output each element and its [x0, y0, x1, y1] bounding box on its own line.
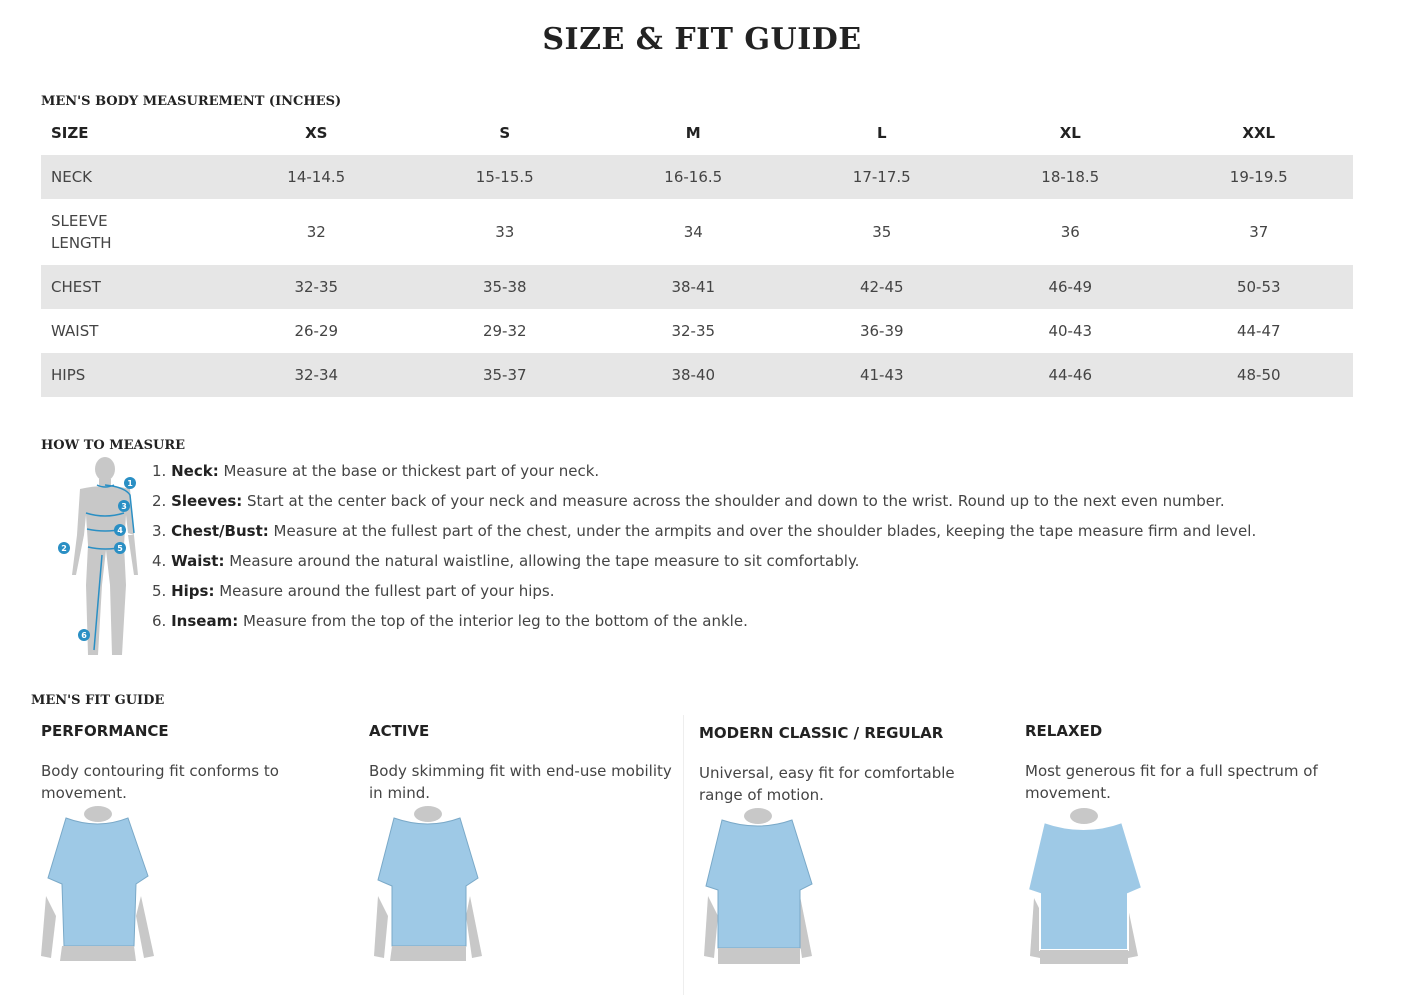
table-cell: 33 [495, 223, 515, 241]
body-measurement-figure [50, 455, 150, 665]
table-cell: 35 [872, 223, 892, 241]
table-cell: 14-14.5 [222, 155, 411, 199]
marker-5 [114, 542, 126, 554]
table-cell: 48-50 [1165, 353, 1354, 397]
item-number: 6. [152, 612, 167, 630]
row-label: HIPS [41, 353, 222, 397]
row-label-line: SLEEVE [51, 212, 108, 230]
header-l: L [876, 124, 887, 142]
marker-2 [58, 542, 70, 554]
fit-title: ACTIVE [369, 722, 430, 740]
table-cell: 36-39 [859, 322, 904, 340]
marker-1 [124, 477, 136, 489]
item-text: Measure from the top of the interior leg to the bottom of the ankle. [238, 612, 748, 630]
size-table [41, 111, 1353, 397]
table-row [41, 353, 1353, 397]
item-term: Inseam: [171, 612, 239, 630]
item-term: Sleeves: [171, 492, 243, 510]
row-label: WAIST [51, 322, 99, 340]
item-number: 5. [152, 582, 167, 600]
table-cell: 46-49 [976, 265, 1165, 309]
fit-description: Body contouring fit conforms to movement. [41, 762, 279, 802]
table-cell: 40-43 [1048, 322, 1093, 340]
table-cell: 34 [683, 223, 703, 241]
item-term: Chest/Bust: [171, 522, 269, 540]
column-divider [683, 715, 684, 995]
list-item [152, 610, 1256, 640]
item-number: 2. [152, 492, 167, 510]
fit-modern-classic [699, 724, 999, 806]
list-item [152, 490, 1256, 520]
fit-description: Body skimming fit with end-use mobility in mind. [369, 762, 672, 802]
svg-text:2: 2 [61, 544, 67, 553]
table-row [41, 309, 1353, 353]
page-title: SIZE & FIT GUIDE [542, 22, 862, 57]
list-item [152, 520, 1256, 550]
svg-text:3: 3 [121, 502, 127, 511]
item-text: Measure at the base or thickest part of your neck. [218, 462, 600, 480]
marker-4 [114, 524, 126, 536]
table-cell: 26-29 [294, 322, 339, 340]
table-cell: 16-16.5 [599, 155, 788, 199]
table-cell: 32 [306, 223, 326, 241]
item-term: Hips: [171, 582, 215, 600]
fit-title: MODERN CLASSIC / REGULAR [699, 724, 944, 742]
table-row [41, 199, 1353, 265]
row-label: NECK [41, 155, 222, 199]
row-label: CHEST [41, 265, 222, 309]
svg-text:6: 6 [81, 631, 87, 640]
table-cell: 19-19.5 [1165, 155, 1354, 199]
active-shirt-image [366, 806, 496, 966]
list-item [152, 580, 1256, 610]
table-cell: 50-53 [1165, 265, 1354, 309]
table-cell: 17-17.5 [788, 155, 977, 199]
list-item [152, 460, 1256, 490]
item-text: Measure at the fullest part of the chest, under the armpits and over the shoulder blades, keeping the tape measure firm and level. [268, 522, 1257, 540]
table-cell: 36 [1060, 223, 1080, 241]
svg-text:1: 1 [127, 479, 133, 488]
how-to-measure-heading: HOW TO MEASURE [41, 438, 186, 453]
row-label-line: LENGTH [51, 234, 112, 252]
table-cell: 32-34 [222, 353, 411, 397]
table-cell: 37 [1249, 223, 1269, 241]
header-xs: XS [305, 124, 328, 142]
table-row [41, 265, 1353, 309]
item-text: Start at the center back of your neck and measure across the shoulder and down to the wrist. Round up to the next even number. [242, 492, 1225, 510]
table-cell: 35-37 [411, 353, 600, 397]
table-cell: 38-41 [599, 265, 788, 309]
fit-performance [41, 722, 311, 804]
item-term: Waist: [171, 552, 225, 570]
table-cell: 18-18.5 [976, 155, 1165, 199]
table-cell: 44-46 [976, 353, 1165, 397]
list-item [152, 550, 1256, 580]
header-xxl: XXL [1242, 124, 1276, 142]
table-cell: 32-35 [671, 322, 716, 340]
fit-title: PERFORMANCE [41, 722, 169, 740]
table-cell: 44-47 [1236, 322, 1281, 340]
marker-3 [118, 500, 130, 512]
fit-relaxed [1025, 722, 1325, 804]
how-to-measure-list [152, 460, 1256, 640]
fit-description: Universal, easy fit for comfortable range of motion. [699, 764, 955, 804]
fit-title: RELAXED [1025, 722, 1103, 740]
relaxed-shirt-image [1022, 806, 1152, 966]
item-number: 3. [152, 522, 167, 540]
fit-guide-heading: MEN'S FIT GUIDE [31, 693, 165, 708]
table-cell: 42-45 [788, 265, 977, 309]
header-m: M [685, 124, 701, 142]
table-header-row [41, 111, 1353, 155]
table-cell: 35-38 [411, 265, 600, 309]
table-cell: 15-15.5 [411, 155, 600, 199]
table-row [41, 155, 1353, 199]
performance-shirt-image [36, 806, 166, 966]
header-s: S [499, 124, 511, 142]
header-size: SIZE [51, 124, 89, 142]
modern-classic-shirt-image [696, 806, 826, 966]
table-cell: 32-35 [222, 265, 411, 309]
item-text: Measure around the natural waistline, allowing the tape measure to sit comfortably. [224, 552, 860, 570]
svg-text:5: 5 [117, 544, 123, 553]
table-cell: 41-43 [788, 353, 977, 397]
svg-text:4: 4 [117, 526, 123, 535]
header-xl: XL [1059, 124, 1081, 142]
row-label [41, 199, 222, 265]
fit-description: Most generous fit for a full spectrum of movement. [1025, 762, 1318, 802]
item-number: 4. [152, 552, 167, 570]
table-cell: 29-32 [482, 322, 527, 340]
item-text: Measure around the fullest part of your hips. [214, 582, 555, 600]
item-term: Neck: [171, 462, 219, 480]
fit-active [369, 722, 679, 804]
marker-6 [78, 629, 90, 641]
item-number: 1. [152, 462, 167, 480]
table-cell: 38-40 [599, 353, 788, 397]
measurement-heading: MEN'S BODY MEASUREMENT (INCHES) [41, 94, 342, 109]
